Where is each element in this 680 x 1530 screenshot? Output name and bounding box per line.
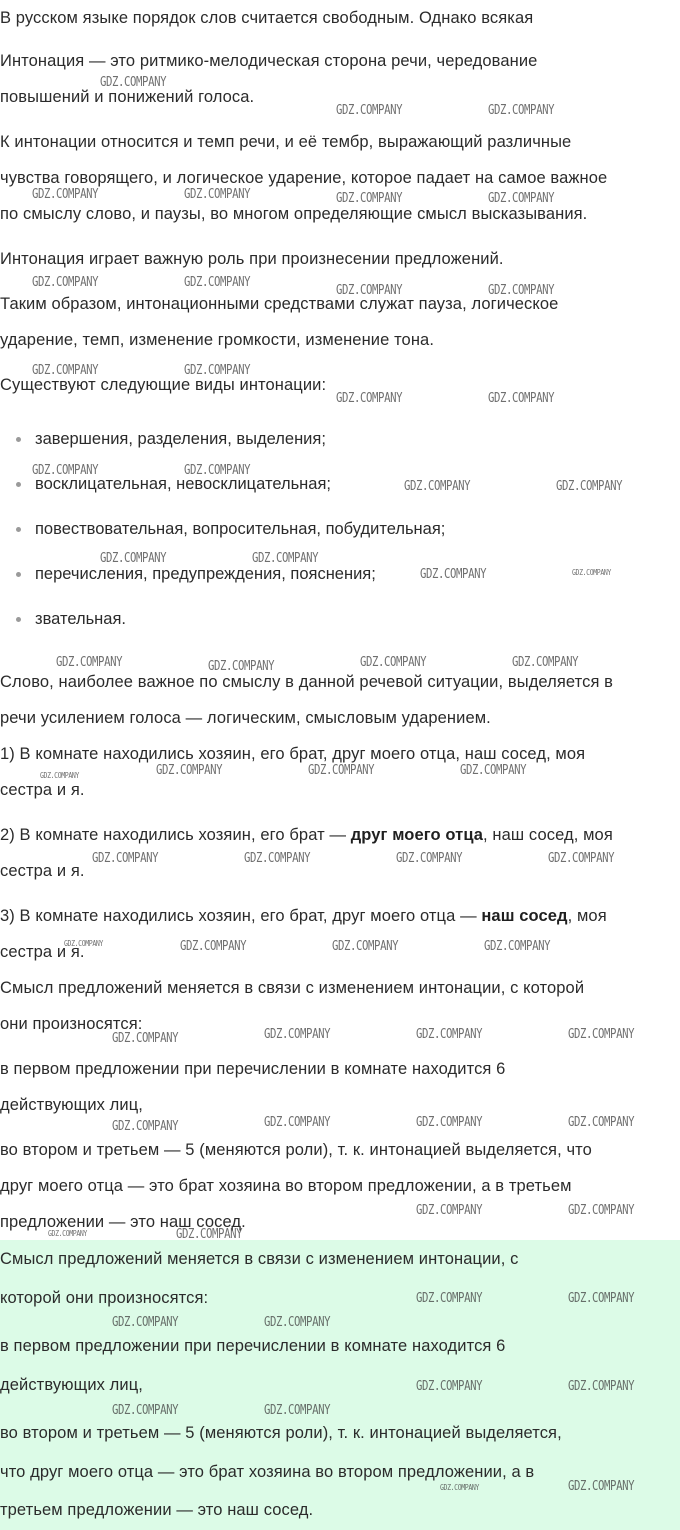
watermark: GDZ.COMPANY — [32, 363, 99, 378]
means-line-1: Таким образом, интонационными средствами служат пауза, логическое — [0, 295, 559, 313]
watermark: GDZ.COMPANY — [32, 275, 99, 290]
answer-line-6: что друг моего отца — это брат хозяина во втором предложении, а в — [0, 1463, 535, 1481]
watermark: GDZ.COMPANY — [396, 851, 463, 866]
bullet-icon — [16, 617, 21, 622]
watermark: GDZ.COMPANY — [208, 659, 275, 674]
watermark: GDZ.COMPANY — [512, 655, 579, 670]
tempo-line-2: чувства говорящего, и логическое ударение, которое падает на самое важное — [0, 169, 608, 187]
bullet-icon — [16, 527, 21, 532]
watermark: GDZ.COMPANY — [100, 75, 167, 90]
answer-line-3: в первом предложении при перечислении в комнате находится 6 — [0, 1337, 506, 1355]
watermark: GDZ.COMPANY — [32, 463, 99, 478]
watermark: GDZ.COMPANY — [112, 1119, 179, 1134]
watermark: GDZ.COMPANY — [252, 551, 319, 566]
example-3-line-1 — [0, 906, 607, 926]
watermark: GDZ.COMPANY — [416, 1027, 483, 1042]
list-item-label: перечисления, предупреждения, пояснения; — [35, 565, 376, 583]
example-1-line-1: 1) В комнате находились хозяин, его брат, друг моего отца, наш сосед, моя — [0, 745, 586, 763]
example-2-line-2: сестра и я. — [0, 862, 85, 880]
example-3-line-2: сестра и я. — [0, 943, 85, 961]
watermark: GDZ.COMPANY — [184, 275, 251, 290]
watermark: GDZ.COMPANY — [112, 1403, 179, 1418]
watermark: GDZ.COMPANY — [484, 939, 551, 954]
watermark: GDZ.COMPANY — [416, 1379, 483, 1394]
watermark: GDZ.COMPANY — [568, 1027, 635, 1042]
example-2-line-1 — [0, 825, 613, 845]
list-item — [0, 564, 680, 584]
example-2-suffix: , наш сосед, моя — [483, 826, 613, 844]
watermark: GDZ.COMPANY — [40, 771, 79, 780]
watermark: GDZ.COMPANY — [548, 851, 615, 866]
watermark: GDZ.COMPANY — [360, 655, 427, 670]
watermark: GDZ.COMPANY — [176, 1227, 243, 1242]
watermark: GDZ.COMPANY — [64, 939, 103, 948]
answer-line-5: во втором и третьем — 5 (меняются роли), т. к. интонацией выделяется, — [0, 1424, 562, 1442]
watermark: GDZ.COMPANY — [572, 568, 611, 577]
watermark: GDZ.COMPANY — [488, 191, 555, 206]
example-3-suffix: , моя — [567, 907, 607, 925]
watermark: GDZ.COMPANY — [568, 1115, 635, 1130]
explanation-line-1: Смысл предложений меняется в связи с изменением интонации, с которой — [0, 979, 585, 997]
watermark: GDZ.COMPANY — [32, 187, 99, 202]
watermark: GDZ.COMPANY — [404, 479, 471, 494]
watermark: GDZ.COMPANY — [568, 1379, 635, 1394]
watermark: GDZ.COMPANY — [568, 1479, 635, 1494]
explanation-line-6: друг моего отца — это брат хозяина во втором предложении, а в третьем — [0, 1177, 572, 1195]
explanation-line-4: действующих лиц, — [0, 1096, 143, 1114]
watermark: GDZ.COMPANY — [184, 363, 251, 378]
list-item-label: завершения, разделения, выделения; — [35, 430, 326, 448]
watermark: GDZ.COMPANY — [556, 479, 623, 494]
watermark: GDZ.COMPANY — [156, 763, 223, 778]
watermark: GDZ.COMPANY — [112, 1031, 179, 1046]
kinds-title: Существуют следующие виды интонации: — [0, 376, 327, 394]
answer-line-7: третьем предложении — это наш сосед. — [0, 1501, 314, 1519]
watermark: GDZ.COMPANY — [568, 1291, 635, 1306]
watermark: GDZ.COMPANY — [336, 103, 403, 118]
answer-line-4: действующих лиц, — [0, 1376, 143, 1394]
list-item — [0, 609, 680, 629]
bullet-icon — [16, 572, 21, 577]
explanation-line-2: они произносятся: — [0, 1015, 143, 1033]
example-3-emphasis: наш сосед — [481, 907, 568, 925]
watermark: GDZ.COMPANY — [264, 1315, 331, 1330]
watermark: GDZ.COMPANY — [100, 551, 167, 566]
watermark: GDZ.COMPANY — [180, 939, 247, 954]
watermark: GDZ.COMPANY — [488, 391, 555, 406]
watermark: GDZ.COMPANY — [416, 1115, 483, 1130]
list-item-label: восклицательная, невосклицательная; — [35, 475, 331, 493]
answer-line-1: Смысл предложений меняется в связи с изменением интонации, с — [0, 1250, 519, 1268]
example-2-emphasis: друг моего отца — [350, 826, 484, 844]
watermark: GDZ.COMPANY — [48, 1229, 87, 1238]
watermark: GDZ.COMPANY — [308, 763, 375, 778]
watermark: GDZ.COMPANY — [336, 391, 403, 406]
watermark: GDZ.COMPANY — [56, 655, 123, 670]
watermark: GDZ.COMPANY — [460, 763, 527, 778]
tempo-line-1: К интонации относится и темп речи, и её тембр, выражающий различные — [0, 133, 572, 151]
explanation-line-3: в первом предложении при перечислении в комнате находится 6 — [0, 1060, 506, 1078]
explanation-line-7: предложении — это наш сосед. — [0, 1213, 246, 1231]
logical-stress-line-2: речи усилением голоса — логическим, смысловым ударением. — [0, 709, 491, 727]
watermark: GDZ.COMPANY — [488, 283, 555, 298]
example-1-line-2: сестра и я. — [0, 781, 85, 799]
bullet-icon — [16, 482, 21, 487]
list-item-label: звательная. — [35, 610, 126, 628]
intro-text: В русском языке порядок слов считается свободным. Однако всякая — [0, 9, 534, 27]
example-3-prefix: 3) В комнате находились хозяин, его брат, друг моего отца — — [0, 907, 482, 925]
logical-stress-line-1: Слово, наиболее важное по смыслу в данной речевой ситуации, выделяется в — [0, 673, 614, 691]
intonation-role-text: Интонация играет важную роль при произнесении предложений. — [0, 250, 504, 268]
watermark: GDZ.COMPANY — [112, 1315, 179, 1330]
watermark: GDZ.COMPANY — [336, 283, 403, 298]
list-item-label: повествовательная, вопросительная, побудительная; — [35, 520, 446, 538]
watermark: GDZ.COMPANY — [416, 1291, 483, 1306]
watermark: GDZ.COMPANY — [244, 851, 311, 866]
watermark: GDZ.COMPANY — [332, 939, 399, 954]
bullet-icon — [16, 437, 21, 442]
watermark: GDZ.COMPANY — [264, 1027, 331, 1042]
watermark: GDZ.COMPANY — [264, 1403, 331, 1418]
watermark: GDZ.COMPANY — [92, 851, 159, 866]
example-2-prefix: 2) В комнате находились хозяин, его брат — — [0, 826, 351, 844]
explanation-line-5: во втором и третьем — 5 (меняются роли), т. к. интонацией выделяется, что — [0, 1141, 592, 1159]
watermark: GDZ.COMPANY — [184, 463, 251, 478]
tempo-line-3: по смыслу слово, и паузы, во многом определяющие смысл высказывания. — [0, 205, 588, 223]
watermark: GDZ.COMPANY — [336, 191, 403, 206]
watermark: GDZ.COMPANY — [264, 1115, 331, 1130]
intonation-definition-line-1: Интонация — это ритмико-мелодическая сторона речи, чередование — [0, 52, 538, 70]
answer-line-2: которой они произносятся: — [0, 1289, 209, 1307]
list-item — [0, 429, 680, 449]
watermark: GDZ.COMPANY — [420, 567, 487, 582]
intonation-definition-line-2: повышений и понижений голоса. — [0, 88, 255, 106]
watermark: GDZ.COMPANY — [416, 1203, 483, 1218]
watermark: GDZ.COMPANY — [440, 1483, 479, 1492]
list-item — [0, 519, 680, 539]
list-item — [0, 474, 680, 494]
watermark: GDZ.COMPANY — [488, 103, 555, 118]
means-line-2: ударение, темп, изменение громкости, изменение тона. — [0, 331, 434, 349]
watermark: GDZ.COMPANY — [568, 1203, 635, 1218]
watermark: GDZ.COMPANY — [184, 187, 251, 202]
